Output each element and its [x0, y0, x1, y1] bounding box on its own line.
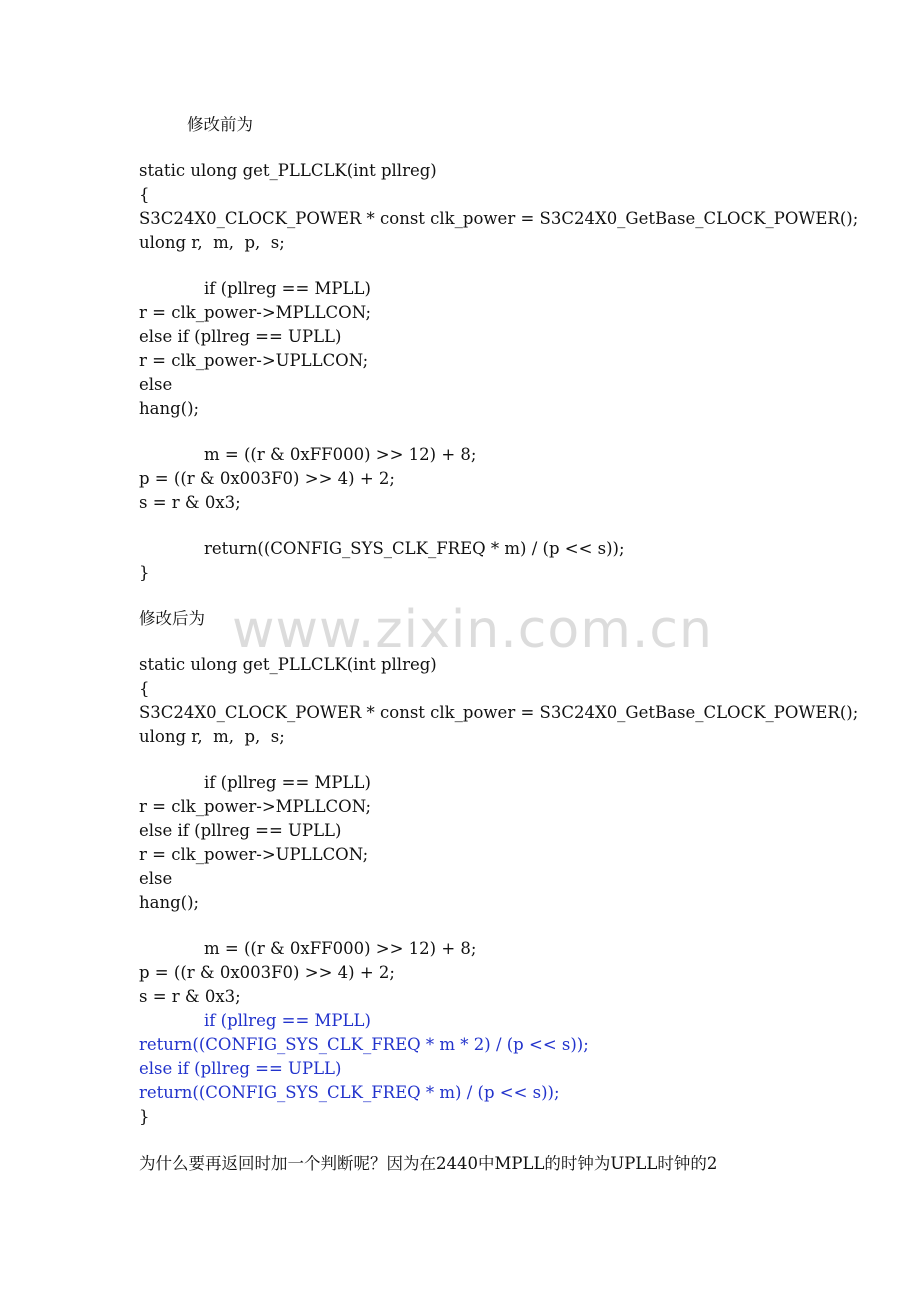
code-line: m = ((r & 0xFF000) >> 12) + 8;: [204, 445, 477, 464]
code-line: m = ((r & 0xFF000) >> 12) + 8;: [204, 939, 477, 958]
code-line: return((CONFIG_SYS_CLK_FREQ * m) / (p << s));: [204, 539, 625, 558]
code-line-highlighted: if (pllreg == MPLL): [204, 1011, 371, 1030]
code-line-highlighted: return((CONFIG_SYS_CLK_FREQ * m * 2) / (p << s));: [139, 1035, 589, 1054]
code-line: s = r & 0x3;: [139, 987, 241, 1006]
code-line: if (pllreg == MPLL): [204, 773, 371, 792]
code-line: static ulong get_PLLCLK(int pllreg): [139, 655, 437, 674]
code-line: S3C24X0_CLOCK_POWER * const clk_power = S3C24X0_GetBase_CLOCK_POWER();: [139, 703, 859, 722]
code-line: ulong r, m, p, s;: [139, 233, 285, 252]
code-line: {: [139, 185, 150, 204]
code-line: p = ((r & 0x003F0) >> 4) + 2;: [139, 963, 395, 982]
after-heading: 修改后为: [139, 609, 205, 628]
closing-paragraph: 为什么要再返回时加一个判断呢？因为在2440中MPLL的时钟为UPLL时钟的2: [139, 1154, 718, 1173]
code-line: else if (pllreg == UPLL): [139, 821, 342, 840]
code-line: s = r & 0x3;: [139, 493, 241, 512]
code-line: p = ((r & 0x003F0) >> 4) + 2;: [139, 469, 395, 488]
code-line: r = clk_power->UPLLCON;: [139, 845, 369, 864]
code-line: }: [139, 1107, 150, 1126]
code-line: hang();: [139, 399, 200, 418]
code-line: }: [139, 563, 150, 582]
code-line: r = clk_power->UPLLCON;: [139, 351, 369, 370]
code-line: r = clk_power->MPLLCON;: [139, 797, 372, 816]
code-line: static ulong get_PLLCLK(int pllreg): [139, 161, 437, 180]
code-line: r = clk_power->MPLLCON;: [139, 303, 372, 322]
before-heading: 修改前为: [187, 115, 253, 134]
code-line: if (pllreg == MPLL): [204, 279, 371, 298]
code-line: else: [139, 375, 173, 394]
code-line: hang();: [139, 893, 200, 912]
code-line: else: [139, 869, 173, 888]
code-line-highlighted: return((CONFIG_SYS_CLK_FREQ * m) / (p << s));: [139, 1083, 560, 1102]
code-line: {: [139, 679, 150, 698]
code-line-highlighted: else if (pllreg == UPLL): [139, 1059, 342, 1078]
code-line: ulong r, m, p, s;: [139, 727, 285, 746]
code-line: else if (pllreg == UPLL): [139, 327, 342, 346]
watermark: www.zixin.com.cn: [232, 600, 713, 660]
code-line: S3C24X0_CLOCK_POWER * const clk_power = S3C24X0_GetBase_CLOCK_POWER();: [139, 209, 859, 228]
